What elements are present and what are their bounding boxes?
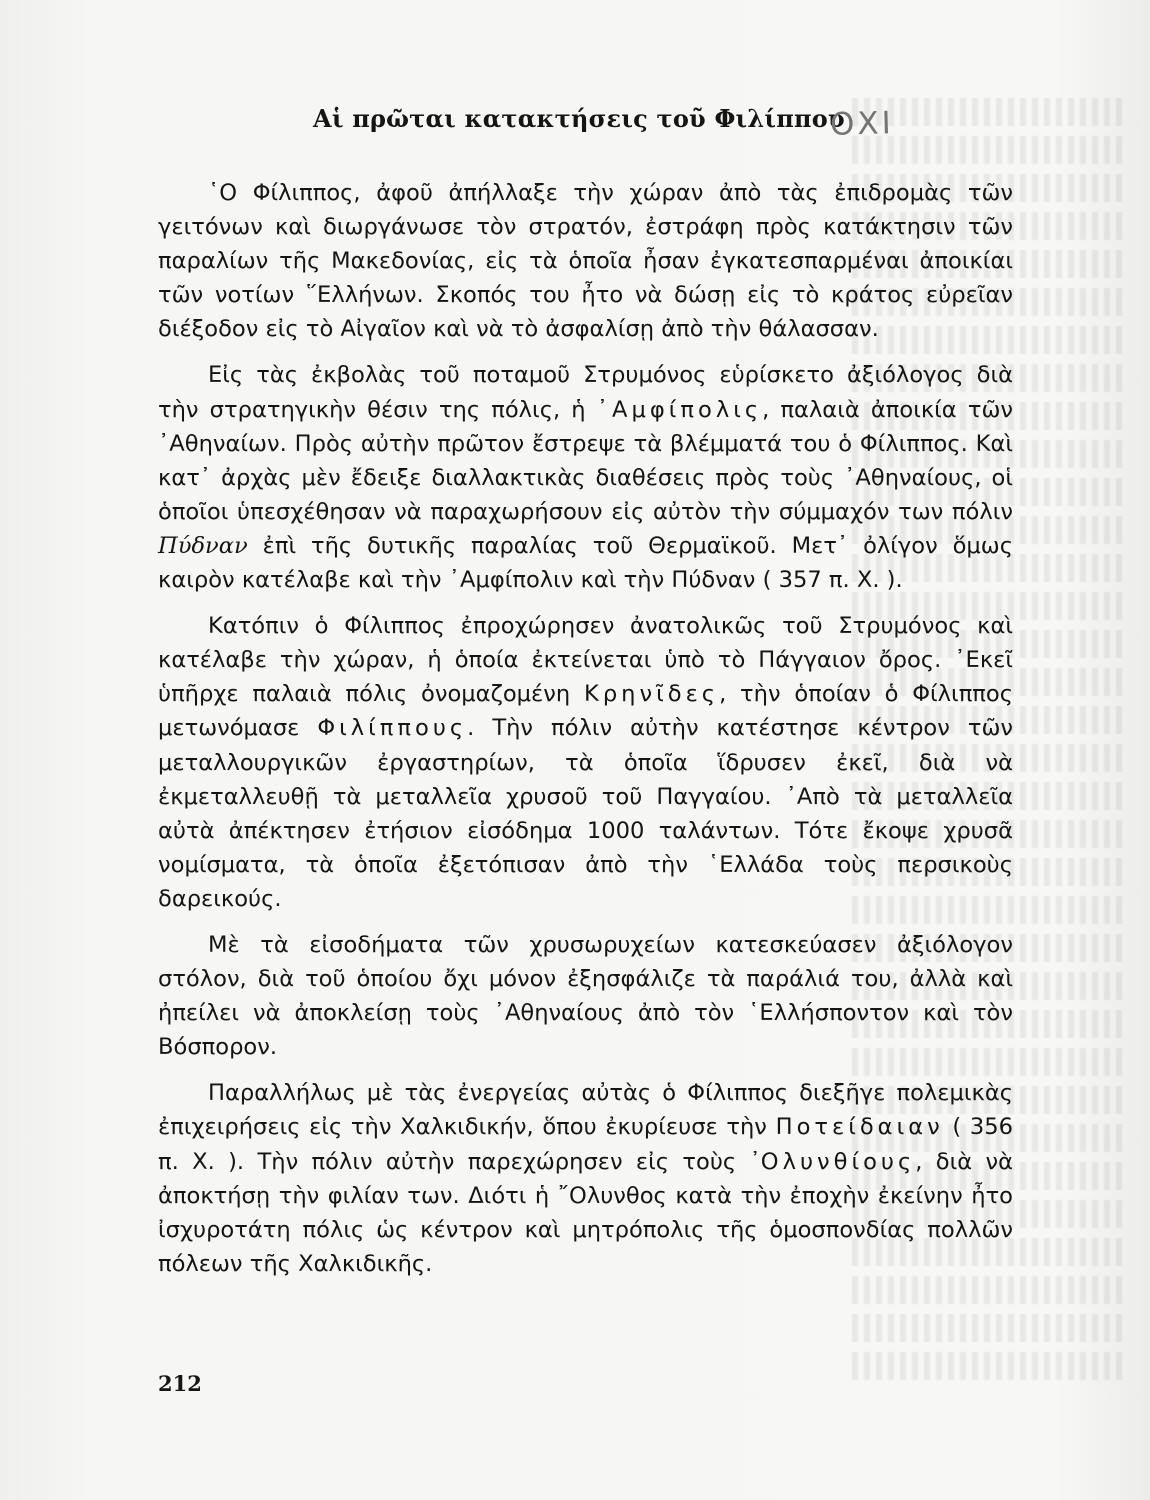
spaced-name-amphipolis: ᾿Αμφίπολις (596, 396, 763, 423)
text-fragment: , διὰ νὰ ἀποκτήσῃ τὴν φιλίαν των. Διότι ἡ ῎Ολυνθος κατὰ τὴν ἐποχὴν ἐκείνην ἦτο ἰσχυροτάτη πόλις ὡς κέντρον καὶ μητρόπολις τῆς ὁμοσπονδίας πολλῶν πόλεων τῆς Χαλκιδικῆς. (158, 1148, 1014, 1277)
spaced-name-krenides: Κρηνῖδες (584, 681, 720, 708)
text-fragment: , παλαιὰ ἀποικία τῶν ᾿Αθηναίων. Πρὸς αὐτὴν πρῶτον ἔστρεψε τὰ βλέμματά του ὁ Φίλιππος. Καὶ κατ᾿ ἀρχὰς μὲν ἔδειξε διαλλακτικὰς διαθέσεις πρὸς τοὺς ᾿Αθηναίους, οἱ ὁποῖοι ὑπεσχέθησαν νὰ παραχωρήσουν εἰς αὐτὸν τὴν σύμμαχόν των πόλιν (158, 396, 1013, 525)
italic-name-pydna: Πύδναν (158, 532, 248, 559)
spaced-name-olynthians: Ολυνθίους (760, 1148, 916, 1175)
show-through-line (852, 1314, 1122, 1342)
text-fragment: Κατόπιν ὁ Φίλιππος ἐπροχώρησεν ἀνατολικῶς τοῦ Στρυμόνος καὶ κατέλαβε τὴν χώραν, ἡ ὁποία ἐκτείνεται ὑπὸ τὸ Πάγγαιον ὄρος. ᾿Εκεῖ ὑπῆρχε παλαιὰ πόλις ὀνομαζομένη (158, 613, 1013, 708)
section-heading: Αἱ πρῶται κατακτήσεις τοῦ Φιλίππου (313, 104, 845, 133)
show-through-line (852, 1352, 1122, 1380)
page-number: 212 (158, 1371, 202, 1396)
text-fragment: ἐπὶ τῆς δυτικῆς παραλίας τοῦ Θερμαϊκοῦ. Μετ᾿ ὀλίγον ὅμως καιρὸν κατέλαβε καὶ τὴν ᾿Αμφίπολιν καὶ τὴν Πύδναν ( 357 π. Χ. ). (158, 532, 1013, 594)
spaced-name-philippi: Φιλίππους (317, 715, 468, 742)
paragraph-3 (158, 609, 1013, 916)
handwritten-annotation: ΟΧΙ (829, 105, 895, 143)
body-text (158, 176, 1013, 1293)
spaced-name-potidaea: Ποτείδαιαν (775, 1114, 944, 1141)
text-fragment: Εἰς τὰς ἐκβολὰς τοῦ ποταμοῦ Στρυμόνος εὑρίσκετο ἀξιόλογος διὰ τὴν στρατηγικὴν θέσιν της πόλις, ἡ (158, 362, 1013, 423)
paragraph-2 (158, 358, 1013, 597)
text-fragment: ( 356 π. Χ. ). Τὴν πόλιν αὐτὴν παρεχώρησεν εἰς τοὺς ᾿ (158, 1114, 1013, 1175)
paragraph-5 (158, 1076, 1013, 1281)
text-fragment: . Τὴν πόλιν αὐτὴν κατέστησε κέντρον τῶν μεταλλουργικῶν ἐργαστηρίων, τὰ ὁποῖα ἵδρυσεν ἐκεῖ, διὰ νὰ ἐκμεταλλευθῇ τὰ μεταλλεῖα χρυσοῦ τοῦ Παγγαίου. ᾿Απὸ τὰ μεταλλεῖα αὐτὰ ἀπέκτησεν ἐτήσιον εἰσόδημα 1000 ταλάντων. Τότε ἔκοψε χρυσᾶ νομίσματα, τὰ ὁποῖα ἐξετόπισαν ἀπὸ τὴν ῾Ελλάδα τοὺς περσικοὺς δαρεικούς. (158, 715, 1013, 912)
paragraph-4: Μὲ τὰ εἰσοδήματα τῶν χρυσωρυχείων κατεσκεύασεν ἀξιόλογον στόλον, διὰ τοῦ ὁποίου ὄχι μόνον ἐξησφάλιζε τὰ παράλιά του, ἀλλὰ καὶ ἠπείλει νὰ ἀποκλείσῃ τοὺς ᾿Αθηναίους ἀπὸ τὸν ῾Ελλήσποντον καὶ τὸν Βόσπορον. (158, 931, 1013, 1061)
paragraph-1: ῾Ο Φίλιππος, ἀφοῦ ἀπήλλαξε τὴν χώραν ἀπὸ τὰς ἐπιδρομὰς τῶν γειτόνων καὶ διωργάνωσε τὸν στρατόν, ἐστράφη πρὸς κατάκτησιν τῶν παραλίων τῆς Μακεδονίας, εἰς τὰ ὁποῖα ἦσαν ἐγκατεσπαρμέναι ἀποικίαι τῶν νοτίων ῞Ελλήνων. Σκοπός του ἦτο νὰ δώσῃ εἰς τὸ κράτος εὐρεῖαν διέξοδον εἰς τὸ Αἰγαῖον καὶ νὰ τὸ ἀσφαλίσῃ ἀπὸ τὴν θάλασσαν. (158, 180, 1013, 343)
text-fragment: , τὴν ὁποίαν ὁ Φίλιππος μετωνόμασε (158, 681, 1013, 742)
text-fragment: Παραλλήλως μὲ τὰς ἐνεργείας αὐτὰς ὁ Φίλιππος διεξῆγε πολεμικὰς ἐπιχειρήσεις εἰς τὴν Χαλκιδικήν, ὅπου ἐκυρίευσε τὴν (158, 1080, 1013, 1141)
